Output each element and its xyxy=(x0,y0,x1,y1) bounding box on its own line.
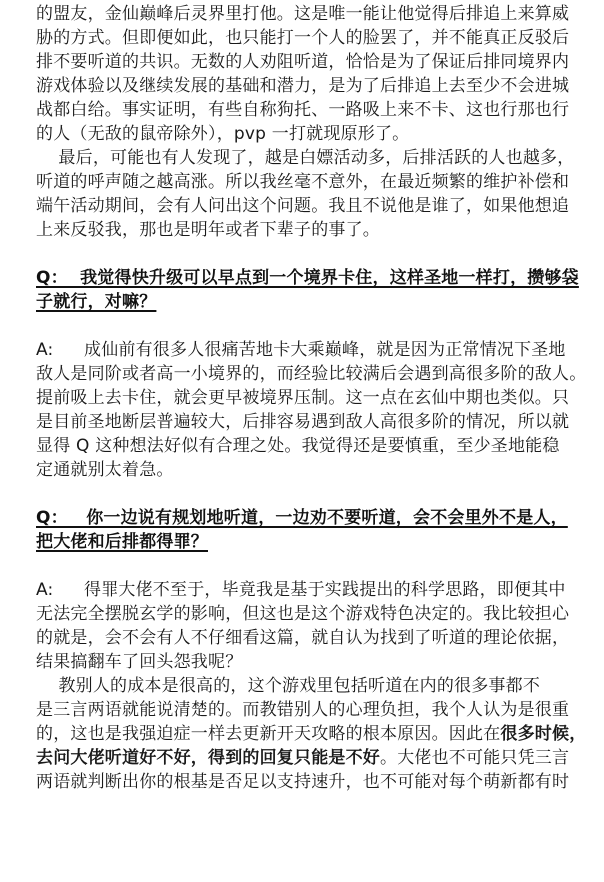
answer-2 xyxy=(36,578,587,794)
question-text: 子就行，对嘛？ xyxy=(36,292,157,312)
text-bold: 很多时候， xyxy=(500,724,587,744)
answer-label: A: xyxy=(36,580,54,600)
question-1 xyxy=(36,266,579,314)
text-line: 胁的方式。但即便如此，也只能打一个人的脸罢了，并不能真正反驳后 xyxy=(36,28,570,48)
paragraph-finally xyxy=(36,146,576,242)
text-plain: 的，这也是我强迫症一样去更新开天攻略的根本原因。因此在 xyxy=(36,724,501,744)
text-line: 游戏体验以及继续发展的基础和潜力，是为了后排追上去至少不会进城 xyxy=(36,76,570,96)
text-line: 上来反驳我，那也是明年或者下辈子的事了。 xyxy=(36,220,380,240)
question-text: Q： 你一边说有规划地听道，一边劝不要听道，会不会里外不是人， xyxy=(36,508,568,528)
text-line: 是三言两语就能说清楚的。而教错别人的心理负担，我个人认为是很重 xyxy=(36,700,570,720)
text-line: 两语就判断出你的根基是否足以支持速升，也不可能对每个萌新都有时 xyxy=(36,772,570,792)
answer-text: 成仙前有很多人很痛苦地卡大乘巅峰，就是因为正常情况下圣地 xyxy=(84,340,566,360)
spacer xyxy=(36,482,576,506)
text-line: 提前吸上去卡住，就会更早被境界压制。这一点在玄仙中期也类似。只 xyxy=(36,388,570,408)
text-line: 的盟友，金仙巅峰后灵界里打他。这是唯一能让他觉得后排追上来算威 xyxy=(36,4,570,24)
text-line: 的就是，会不会有人不仔细看这篇，就自认为找到了听道的理论依据， xyxy=(36,628,570,648)
answer-label: A: xyxy=(36,340,54,360)
question-text: Q： 我觉得快升级可以早点到一个境界卡住，这样圣地一样打，攒够袋 xyxy=(36,268,579,288)
text-line: 无法完全摆脱玄学的影响，但这也是这个游戏特色决定的。我比较担心 xyxy=(36,604,570,624)
text-plain: 。大佬也不可能只凭三言 xyxy=(380,748,570,768)
text-line: 排不要听道的共识。无数的人劝阻听道，恰恰是为了保证后排同境界内 xyxy=(36,52,570,72)
text-line: 教别人的成本是很高的，这个游戏里包括听道在内的很多事都不 xyxy=(36,676,541,696)
question-2 xyxy=(36,506,576,554)
text-line: 的人（无敌的鼠帝除外），pvp 一打就现原形了。 xyxy=(36,124,410,144)
text-line: 端午活动期间，会有人问出这个问题。我且不说他是谁了，如果他想追 xyxy=(36,196,570,216)
text-line: 最后，可能也有人发现了，越是白嫖活动多，后排活跃的人也越多， xyxy=(36,148,575,168)
text-line: 是目前圣地断层普遍较大，后排容易遇到敌人高很多阶的情况，所以就 xyxy=(36,412,570,432)
document-page xyxy=(36,2,587,794)
spacer xyxy=(36,314,576,338)
answer-1 xyxy=(36,338,587,482)
spacer xyxy=(36,554,576,578)
text-line: 战都白给。事实证明，有些自称狗托、一路吸上来不卡、这也行那也行 xyxy=(36,100,570,120)
text-line: 敌人是同阶或者高一小境界的，而经验比较满后会遇到高很多阶的敌人。 xyxy=(36,364,587,384)
answer-text: 得罪大佬不至于，毕竟我是基于实践提出的科学思路，即便其中 xyxy=(84,580,566,600)
text-line: 听道的呼声随之越高涨。所以我丝毫不意外，在最近频繁的维护补偿和 xyxy=(36,172,570,192)
text-bold: 去问大佬听道好不好，得到的回复只能是不好 xyxy=(36,748,380,768)
text-line: 结果搞翻车了回头怨我呢？ xyxy=(36,652,243,672)
text-line: 定通就别太着急。 xyxy=(36,460,174,480)
spacer xyxy=(36,242,576,266)
paragraph-allies xyxy=(36,2,576,146)
question-text: 把大佬和后排都得罪？ xyxy=(36,532,208,552)
text-line: 显得 Q 这种想法好似有合理之处。我觉得还是要慎重，至少圣地能稳 xyxy=(36,436,560,456)
